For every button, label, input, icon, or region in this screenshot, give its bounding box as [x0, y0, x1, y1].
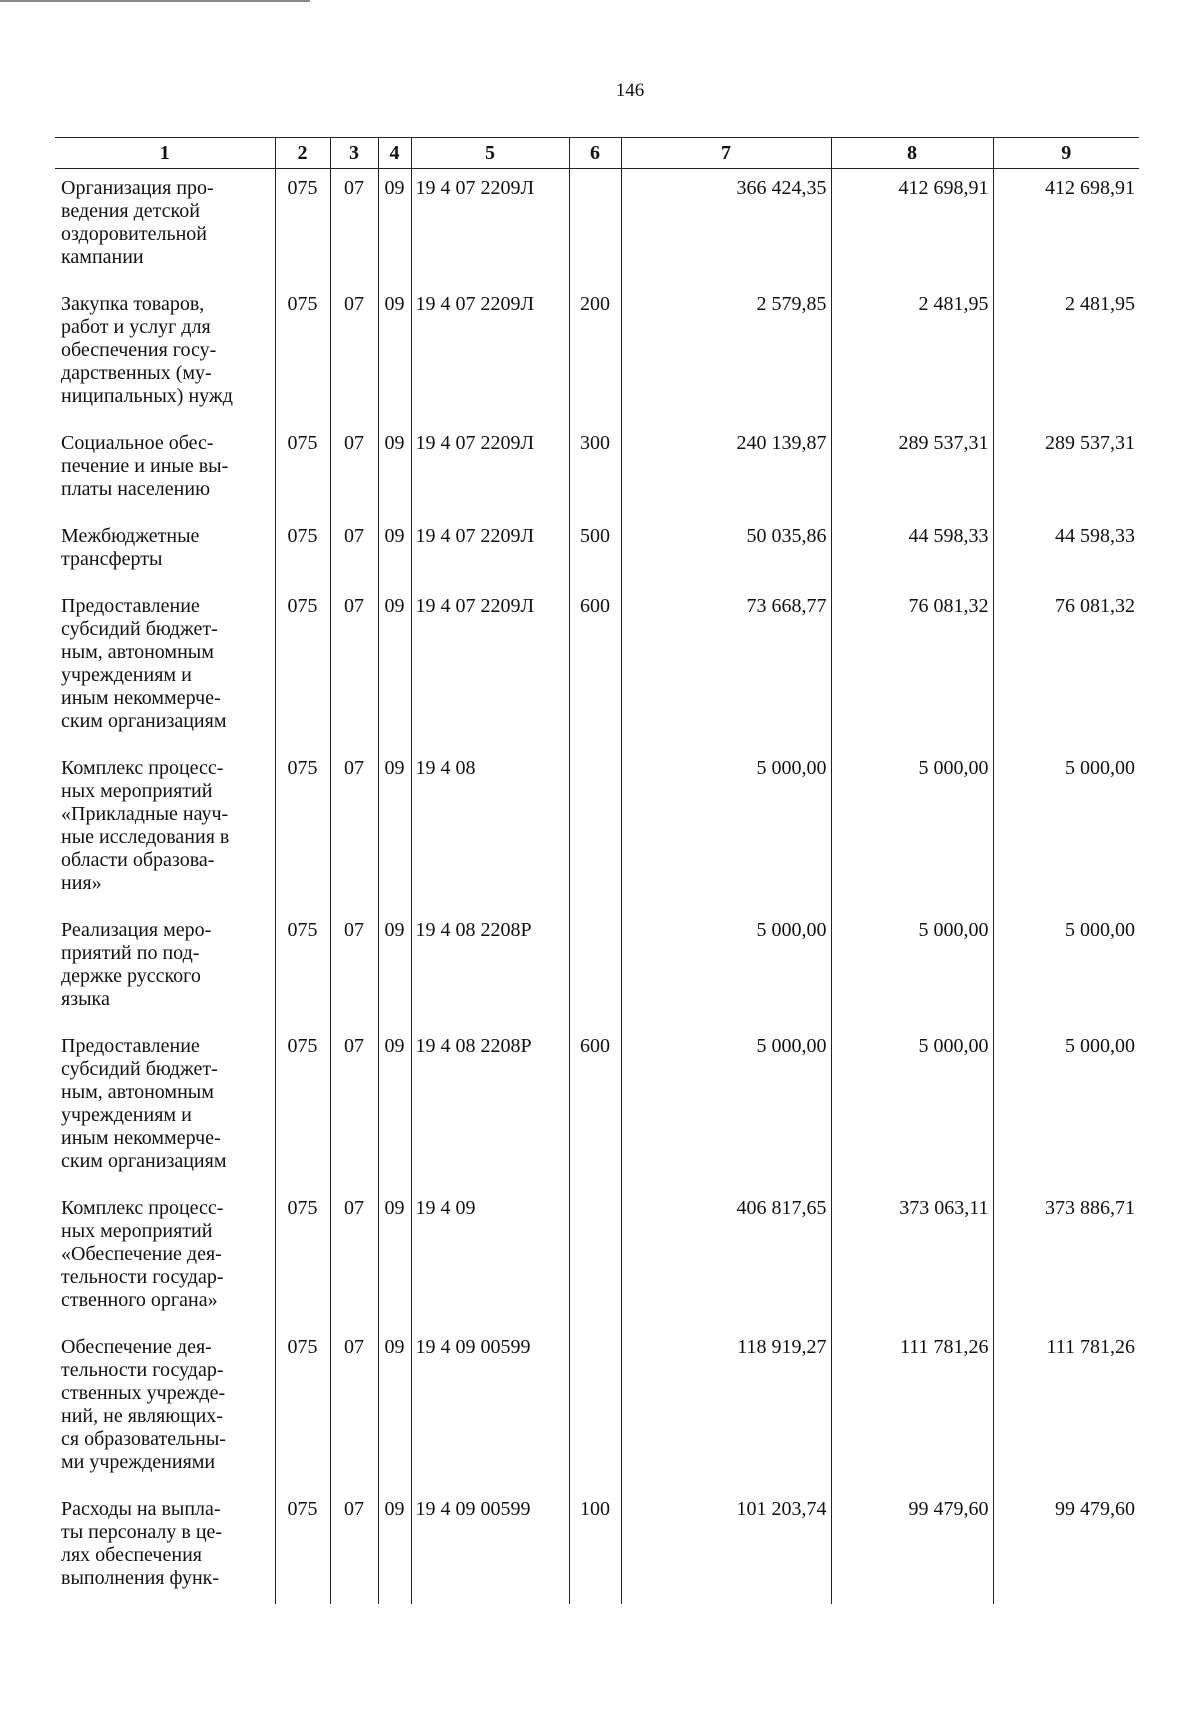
table-row — [55, 1328, 1139, 1490]
table-row — [55, 1189, 1139, 1328]
code-ministry: 075 — [275, 1328, 330, 1490]
amount-col-8: 5 000,00 — [831, 911, 993, 1027]
code-section: 07 — [330, 424, 378, 517]
code-section: 07 — [330, 1027, 378, 1189]
code-subsection: 09 — [378, 587, 411, 749]
item-name: Реализация меро- приятий по под- держке русского языка — [61, 919, 212, 1010]
code-subsection: 09 — [378, 1328, 411, 1490]
item-name: Комплекс процесс- ных мероприятий «Прикладные науч- ные исследования в области образова- ния» — [61, 757, 230, 894]
code-subsection: 09 — [378, 1027, 411, 1189]
amount-col-9: 373 886,71 — [993, 1189, 1139, 1328]
header-cell: 4 — [378, 138, 411, 169]
amount-col-7: 240 139,87 — [621, 424, 831, 517]
amount-col-7: 118 919,27 — [621, 1328, 831, 1490]
amount-col-7: 366 424,35 — [621, 169, 831, 286]
code-ministry: 075 — [275, 285, 330, 424]
amount-col-9: 99 479,60 — [993, 1490, 1139, 1604]
code-expense-type: 600 — [569, 1027, 621, 1189]
code-subsection: 09 — [378, 424, 411, 517]
code-target-article: 19 4 07 2209Л — [411, 285, 569, 424]
item-name: Комплекс процесс- ных мероприятий «Обеспечение дея- тельности государ- ственного органа» — [61, 1197, 224, 1311]
code-section: 07 — [330, 911, 378, 1027]
table-row — [55, 911, 1139, 1027]
code-ministry: 075 — [275, 587, 330, 749]
code-section: 07 — [330, 1328, 378, 1490]
table-body — [55, 169, 1139, 1605]
code-section: 07 — [330, 169, 378, 286]
code-expense-type: 500 — [569, 517, 621, 587]
code-expense-type: 200 — [569, 285, 621, 424]
code-section: 07 — [330, 749, 378, 911]
amount-col-9: 5 000,00 — [993, 749, 1139, 911]
code-subsection: 09 — [378, 285, 411, 424]
code-subsection: 09 — [378, 517, 411, 587]
code-target-article: 19 4 07 2209Л — [411, 169, 569, 286]
code-ministry: 075 — [275, 169, 330, 286]
code-target-article: 19 4 07 2209Л — [411, 517, 569, 587]
amount-col-7: 2 579,85 — [621, 285, 831, 424]
code-ministry: 075 — [275, 911, 330, 1027]
code-ministry: 075 — [275, 1027, 330, 1189]
header-cell: 6 — [569, 138, 621, 169]
code-ministry: 075 — [275, 517, 330, 587]
table-row — [55, 424, 1139, 517]
header-cell: 3 — [330, 138, 378, 169]
code-expense-type: 100 — [569, 1490, 621, 1604]
header-cell: 2 — [275, 138, 330, 169]
item-name: Социальное обес- печение и иные вы- платы населению — [61, 432, 229, 500]
code-section: 07 — [330, 1490, 378, 1604]
top-edge-line — [0, 0, 310, 2]
item-name: Предоставление субсидий бюджет- ным, автономным учреждениям и иным некоммерче- ским организациям — [61, 1035, 227, 1172]
amount-col-9: 76 081,32 — [993, 587, 1139, 749]
code-target-article: 19 4 09 — [411, 1189, 569, 1328]
amount-col-9: 289 537,31 — [993, 424, 1139, 517]
code-expense-type — [569, 1189, 621, 1328]
amount-col-8: 289 537,31 — [831, 424, 993, 517]
code-expense-type — [569, 1328, 621, 1490]
table-row — [55, 1490, 1139, 1604]
code-expense-type — [569, 169, 621, 286]
code-ministry: 075 — [275, 424, 330, 517]
amount-col-9: 2 481,95 — [993, 285, 1139, 424]
amount-col-7: 5 000,00 — [621, 749, 831, 911]
amount-col-9: 5 000,00 — [993, 1027, 1139, 1189]
header-cell: 9 — [993, 138, 1139, 169]
amount-col-8: 44 598,33 — [831, 517, 993, 587]
header-cell: 8 — [831, 138, 993, 169]
amount-col-7: 73 668,77 — [621, 587, 831, 749]
table-row — [55, 285, 1139, 424]
code-target-article: 19 4 09 00599 — [411, 1328, 569, 1490]
amount-col-9: 412 698,91 — [993, 169, 1139, 286]
code-section: 07 — [330, 517, 378, 587]
table-row — [55, 1027, 1139, 1189]
code-target-article: 19 4 08 — [411, 749, 569, 911]
code-subsection: 09 — [378, 1189, 411, 1328]
code-expense-type: 300 — [569, 424, 621, 517]
code-expense-type — [569, 911, 621, 1027]
header-row — [55, 138, 1139, 169]
amount-col-7: 5 000,00 — [621, 1027, 831, 1189]
amount-col-8: 111 781,26 — [831, 1328, 993, 1490]
code-subsection: 09 — [378, 911, 411, 1027]
amount-col-8: 5 000,00 — [831, 749, 993, 911]
code-subsection: 09 — [378, 749, 411, 911]
item-name: Предоставление субсидий бюджет- ным, автономным учреждениям и иным некоммерче- ским организациям — [61, 595, 227, 732]
code-section: 07 — [330, 285, 378, 424]
amount-col-9: 44 598,33 — [993, 517, 1139, 587]
item-name: Расходы на выпла- ты персоналу в це- лях обеспечения выполнения функ- — [61, 1498, 223, 1589]
code-subsection: 09 — [378, 1490, 411, 1604]
code-ministry: 075 — [275, 1189, 330, 1328]
code-section: 07 — [330, 587, 378, 749]
budget-table — [55, 137, 1139, 1604]
item-name: Межбюджетные трансферты — [61, 525, 200, 570]
item-name: Организация про- ведения детской оздоровительной кампании — [61, 177, 214, 268]
amount-col-8: 99 479,60 — [831, 1490, 993, 1604]
amount-col-8: 373 063,11 — [831, 1189, 993, 1328]
amount-col-8: 2 481,95 — [831, 285, 993, 424]
header-cell: 1 — [55, 138, 275, 169]
code-target-article: 19 4 07 2209Л — [411, 587, 569, 749]
header-cell: 5 — [411, 138, 569, 169]
code-section: 07 — [330, 1189, 378, 1328]
code-expense-type — [569, 749, 621, 911]
table-row — [55, 749, 1139, 911]
amount-col-8: 76 081,32 — [831, 587, 993, 749]
code-expense-type: 600 — [569, 587, 621, 749]
header-cell: 7 — [621, 138, 831, 169]
amount-col-7: 5 000,00 — [621, 911, 831, 1027]
amount-col-7: 101 203,74 — [621, 1490, 831, 1604]
item-name: Обеспечение дея- тельности государ- ственных учрежде- ний, не являющих- ся образовательны- ми учреждениями — [61, 1336, 226, 1473]
code-subsection: 09 — [378, 169, 411, 286]
table-row — [55, 517, 1139, 587]
code-ministry: 075 — [275, 749, 330, 911]
code-target-article: 19 4 09 00599 — [411, 1490, 569, 1604]
amount-col-9: 111 781,26 — [993, 1328, 1139, 1490]
page-number: 146 — [615, 80, 645, 101]
code-target-article: 19 4 08 2208Р — [411, 911, 569, 1027]
table-row — [55, 587, 1139, 749]
code-target-article: 19 4 07 2209Л — [411, 424, 569, 517]
amount-col-7: 406 817,65 — [621, 1189, 831, 1328]
amount-col-8: 5 000,00 — [831, 1027, 993, 1189]
code-ministry: 075 — [275, 1490, 330, 1604]
table-row — [55, 169, 1139, 286]
code-target-article: 19 4 08 2208Р — [411, 1027, 569, 1189]
amount-col-7: 50 035,86 — [621, 517, 831, 587]
amount-col-8: 412 698,91 — [831, 169, 993, 286]
item-name: Закупка товаров, работ и услуг для обеспечения госу- дарственных (му- ниципальных) нужд — [61, 293, 233, 407]
amount-col-9: 5 000,00 — [993, 911, 1139, 1027]
